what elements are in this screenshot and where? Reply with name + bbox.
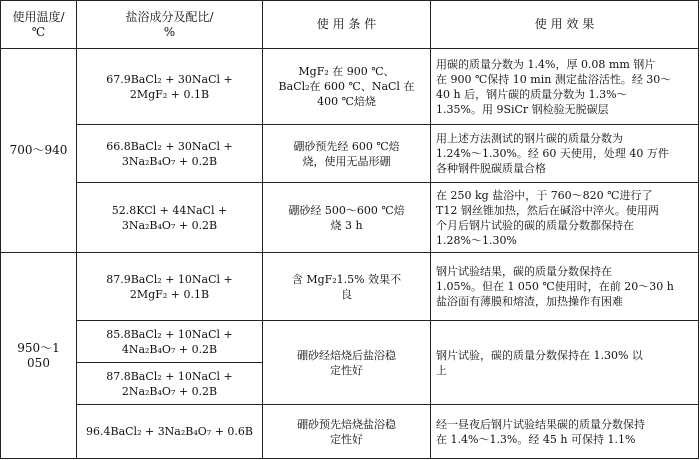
header-composition: 盐浴成分及配比/ % xyxy=(77,1,263,49)
condition-cell: 硼砂经 500～600 ℃焙 烧 3 h xyxy=(263,183,431,253)
header-temperature: 使用温度/ ℃ xyxy=(1,1,77,49)
composition-cell: 87.8BaCl₂ + 10NaCl + 2Na₂B₄O₇ + 0.2B xyxy=(77,363,263,405)
effect-cell: 用上述方法测试的钢片碳的质量分数为 1.24%～1.30%。经 60 天使用，处理 40 万件 各种钢件脱碳质量合格 xyxy=(431,125,699,183)
condition-cell: MgF₂ 在 900 ℃、 BaCl₂在 600 ℃、NaCl 在 400 ℃焙烧 xyxy=(263,49,431,125)
composition-cell: 67.9BaCl₂ + 30NaCl + 2MgF₂ + 0.1B xyxy=(77,49,263,125)
composition-cell: 96.4BaCl₂ + 3Na₂B₄O₇ + 0.6B xyxy=(77,405,263,459)
effect-cell: 钢片试验结果，碳的质量分数保持在 1.05%。但在 1 050 ℃使用时，在前 20～30 h 盐浴面有薄膜和熔渣，加热操作有困难 xyxy=(431,253,699,321)
effect-cell: 用碳的质量分数为 1.4%，厚 0.08 mm 钢片 在 900 ℃保持 10 min 测定盐浴活性。经 30～ 40 h 后，钢片碳的质量分数为 1.3%～ 1.35%。用 9SiCr 钢检验无脱碳层 xyxy=(431,49,699,125)
header-condition: 使 用 条 件 xyxy=(263,1,431,49)
composition-cell: 52.8KCl + 44NaCl + 3Na₂B₄O₇ + 0.2B xyxy=(77,183,263,253)
table-row xyxy=(1,253,699,321)
effect-cell: 在 250 kg 盐浴中，于 760～820 ℃进行了 T12 钢丝锥加热，然后在碱浴中淬火。使用两 个月后钢片试验的碳的质量分数都保持在 1.28%～1.30% xyxy=(431,183,699,253)
condition-cell: 硼砂预先经 600 ℃焙 烧，使用无晶形硼 xyxy=(263,125,431,183)
temperature-cell: 700～940 xyxy=(1,49,77,253)
table-row xyxy=(1,321,699,363)
condition-cell: 含 MgF₂1.5% 效果不 良 xyxy=(263,253,431,321)
table-row xyxy=(1,183,699,253)
composition-cell: 85.8BaCl₂ + 10NaCl + 4Na₂B₄O₇ + 0.2B xyxy=(77,321,263,363)
temperature-cell: 950～1 050 xyxy=(1,253,77,459)
table-header-row xyxy=(1,1,699,49)
composition-cell: 87.9BaCl₂ + 10NaCl + 2MgF₂ + 0.1B xyxy=(77,253,263,321)
composition-cell: 66.8BaCl₂ + 30NaCl + 3Na₂B₄O₇ + 0.2B xyxy=(77,125,263,183)
condition-cell: 硼砂经焙烧后盐浴稳 定性好 xyxy=(263,321,431,405)
table-row xyxy=(1,125,699,183)
table-row xyxy=(1,49,699,125)
table-row xyxy=(1,405,699,459)
effect-cell: 经一昼夜后钢片试验结果碳的质量分数保持 在 1.4%～1.3%。经 45 h 可保持 1.1% xyxy=(431,405,699,459)
condition-cell: 硼砂预先焙烧盐浴稳 定性好 xyxy=(263,405,431,459)
header-effect: 使 用 效 果 xyxy=(431,1,699,49)
effect-cell: 钢片试验，碳的质量分数保持在 1.30% 以 上 xyxy=(431,321,699,405)
